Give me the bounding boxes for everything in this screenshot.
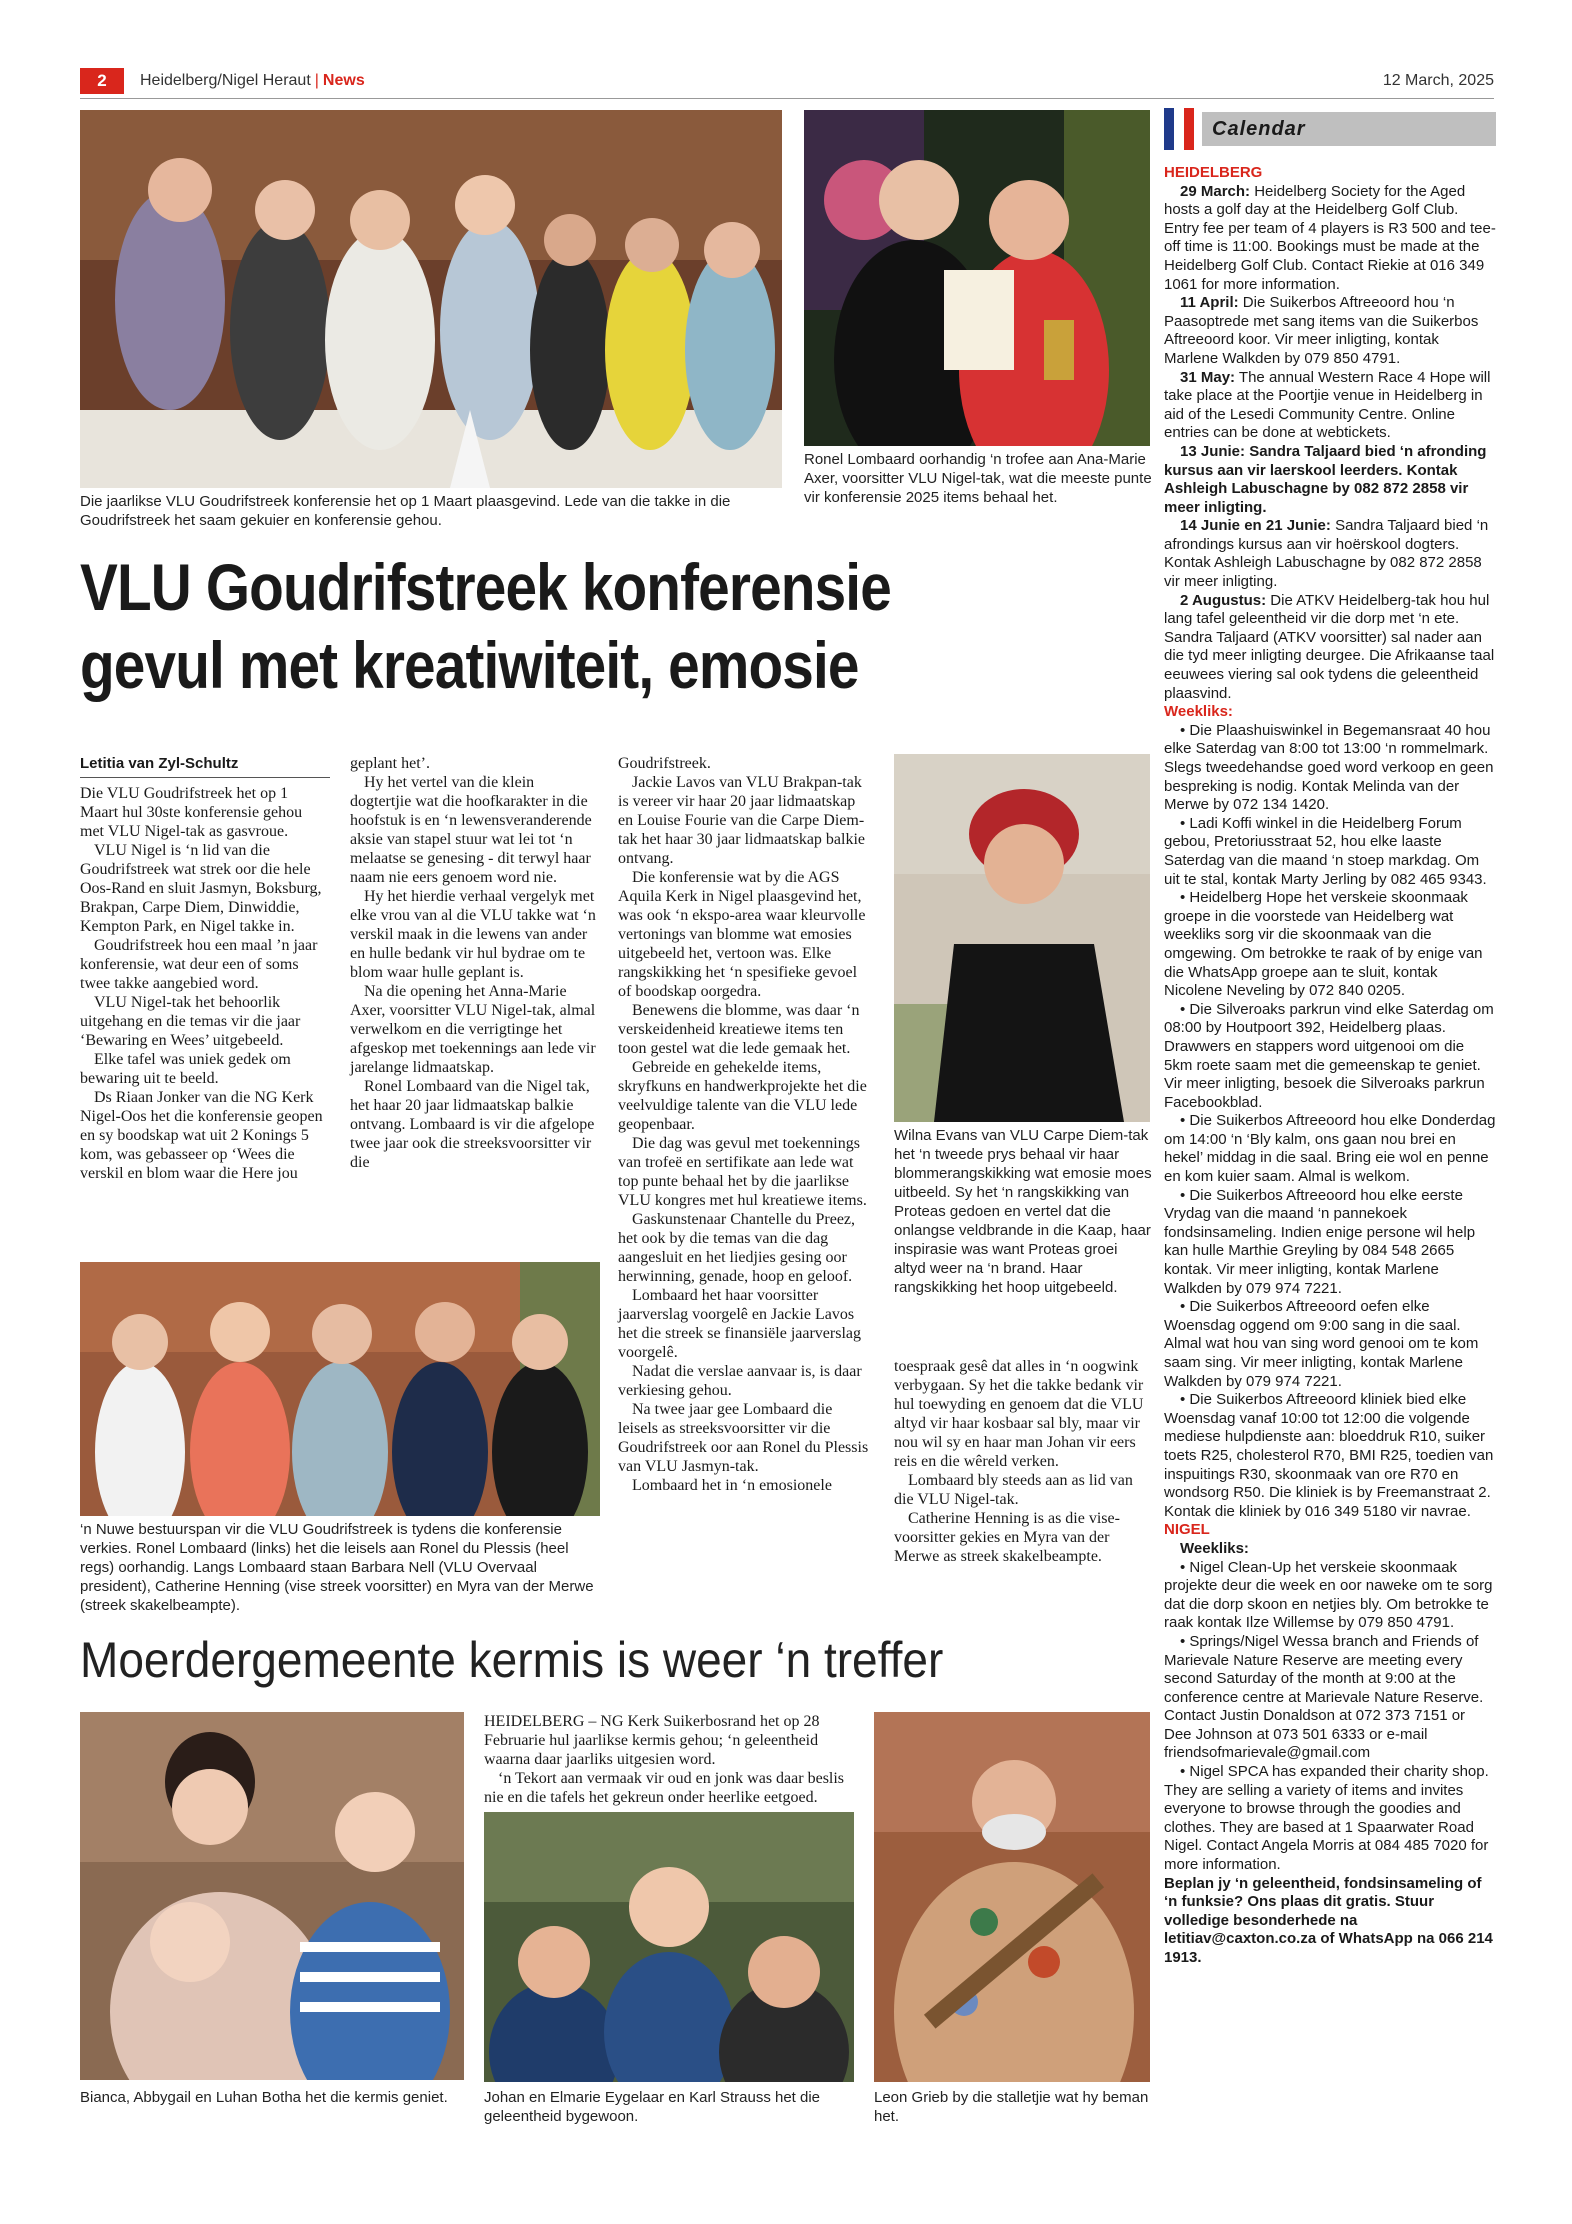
paragraph: Goudrifstreek. [618, 755, 711, 772]
botha-photo [80, 1712, 464, 2080]
paragraph: Ds Riaan Jonker van die NG Kerk Nigel-Oos het die konferensie geopen en sy boodskap wat uit 2 Konings 5 kom, was gebasseer op ‘Wees die verskil en blom waar die Here jou [80, 1089, 323, 1182]
article2-body [484, 1712, 854, 1807]
calendar-closing-note: Beplan jy ‘n geleentheid, fondsinsameling of ‘n funksie? Ons plaas dit gratis. Stuur volledige besonderhede na letitiav@caxton.co.za of WhatsApp na 066 214 1913. [1164, 1874, 1493, 1966]
wilna-photo [894, 754, 1150, 1122]
paragraph: Na twee jaar gee Lombaard die leisels as streeksvoorsitter vir die Goudrifstreek oor aan Ronel du Plessis van VLU Jasmyn-tak. [618, 1401, 869, 1475]
paragraph: Gebreide en gehekelde items, skryfkuns en handwerkprojekte het die veelvuldige talente van die VLU lede geopenbaar. [618, 1059, 867, 1133]
calendar-weekly-item: • Die Suikerbos Aftreeoord hou elke eerste Vrydag van die maand ‘n pannekoek fondsinsameling. Indien enige persone wil help kan hulle Marthie Greyling by 084 548 2665 kontak. Vir meer inligting, kontak Marlene Walkden by 079 974 7221. [1164, 1186, 1476, 1297]
calendar-listing [1164, 164, 1496, 1968]
calendar-weekly-heading: Weekliks: [1180, 1539, 1249, 1557]
paragraph: Na die opening het Anna-Marie Axer, voorsitter VLU Nigel-tak, almal verwelkom en die verrigtinge het afgeskop met toekennings aan lede vir jarelange lidmaatskap. [350, 983, 596, 1076]
grieb-photo-caption: Leon Grieb by die stalletjie wat hy beman het. [874, 2089, 1149, 2125]
calendar-item [1164, 369, 1496, 443]
calendar-weekly-item: • Die Suikerbos Aftreeoord hou elke Donderdag om 14:00 ‘n ‘Bly kalm, ons gaan nou brei en hekel’ middag in die saal. Bring eie wol en penne en kom kuier saam. Almal is welkom. [1164, 1112, 1496, 1186]
eygelaar-photo [484, 1812, 854, 2082]
calendar-weekly-item: • Ladi Koffi winkel in die Heidelberg Forum gebou, Pretoriusstraat 52, hou elke laaste Saterdag van die maand ‘n stoep markdag. Om uit te stal, kontak Marty Jerling by 082 465 9343. [1164, 814, 1487, 888]
paragraph: Elke tafel was uniek gedek om bewaring uit te beeld. [80, 1051, 291, 1087]
committee-photo-caption: ‘n Nuwe bestuurspan vir die VLU Goudrifstreek is tydens die konferensie verkies. Ronel Lombaard (links) het die leisels aan Ronel du Plessis (heel regs) oorhandig. Langs Lombaard staan Barbara Nell (VLU Overvaal president), Catherine Henning (vise streek voorsitter) en Myra van der Merwe (streek skakelbeampte). [80, 1521, 594, 1614]
calendar-flag-icon [1164, 108, 1194, 150]
paragraph: geplant het’. [350, 755, 430, 772]
paragraph: Lombaard het in ‘n emosionele [632, 1477, 832, 1494]
header-rule [80, 98, 1494, 99]
calendar-item-date: 11 April: [1180, 294, 1239, 312]
calendar-item-date: 31 May: [1180, 368, 1236, 386]
article-column-2 [350, 754, 598, 1172]
paragraph: Lombaard bly steeds aan as lid van die VLU Nigel-tak. [894, 1472, 1133, 1508]
calendar-item-date: 2 Augustus: [1180, 591, 1267, 609]
paragraph: ‘n Tekort aan vermaak vir oud en jonk was daar beslis nie en die tafels het gekreun onder heerlike eetgoed. [484, 1770, 845, 1806]
botha-photo-caption: Bianca, Abbygail en Luhan Botha het die kermis geniet. [80, 2089, 448, 2106]
paragraph: Die VLU Goudrifstreek het op 1 Maart hul 30ste konferensie gehou met VLU Nigel-tak as gasvroue. [80, 785, 303, 840]
calendar-item [1164, 517, 1496, 591]
calendar-item [1164, 183, 1496, 295]
calendar-item-date: 13 Junie: Sandra Taljaard bied ‘n afronding kursus aan vir laerskool leerders. Kontak Ashleigh Labuschagne by 082 872 2858 vir meer inligting. [1164, 442, 1487, 516]
calendar-weekly-item: • Nigel Clean-Up het verskeie skoonmaak projekte deur die week en oor naweke om te sorg dat die dorp skoon en netjies bly. Om betrokke te raak kontak Ilze Willemse by 079 850 4791. [1164, 1558, 1493, 1632]
calendar-weekly-heading: Weekliks: [1164, 703, 1233, 721]
calendar-item [1164, 294, 1496, 368]
paragraph: Jackie Lavos van VLU Brakpan-tak is vereer vir haar 20 jaar lidmaatskap en Louise Fourie van die Carpe Diem-tak het haar 30 jaar lidmaatskap balkie ontvang. [618, 774, 866, 867]
calendar-weekly-item: • Nigel SPCA has expanded their charity shop. They are selling a variety of items and invites everyone to browse through the goodies and clothes. They are based at 1 Spaarwater Road Nigel. Contact Angela Morris at 084 485 7020 for more information. [1164, 1763, 1489, 1874]
issue-date: 12 March, 2025 [1382, 72, 1494, 89]
calendar-weekly-item: • Die Suikerbos Aftreeoord oefen elke Woensdag oggend om 9:00 sang in die saal. Almal wat hou van sing word genooi om te kom saam sing. Vir meer inligting, kontak Marlene Walkden by 079 974 7221. [1164, 1298, 1479, 1390]
trophy-photo-caption: Ronel Lombaard oorhandig ‘n trofee aan Ana-Marie Axer, voorsitter VLU Nigel-tak, wat die meeste punte vir konferensie 2025 items behaal het. [804, 451, 1152, 506]
publication-line [140, 68, 365, 94]
headline-line-1: VLU Goudrifstreek konferensie [80, 550, 891, 624]
paragraph: Die konferensie wat by die AGS Aquila Kerk in Nigel plaasgevind het, was ook ‘n ekspo-area waar kleurvolle vertonings van blomme wat emosies uitgebeeld het, vertoon was. Elke rangskikking het ‘n spesifieke gevoel of boodskap oorgedra. [618, 869, 866, 1000]
paragraph: HEIDELBERG – NG Kerk Suikerbosrand het op 28 Februarie hul jaarlikse kermis gehou; ‘n geleentheid waarna daar jaarliks uitgesien word. [484, 1713, 820, 1768]
article-headline [80, 548, 974, 704]
section-name: News [322, 72, 365, 89]
article-column-3 [618, 754, 874, 1495]
paragraph: Ronel Lombaard van die Nigel tak, het haar 20 jaar lidmaatskap balkie ontvang. Lombaard is vir die afgelope twee jaar ook die streeksvoorsitter vir die [350, 1078, 595, 1171]
calendar-weekly-item: • Heidelberg Hope het verskeie skoonmaak groepe in die voorstede van Heidelberg wat weekliks sorg vir die skoonmaak van die omgewing. Om betrokke te raak of by enige van die WhatsApp groepe aan te sluit, kontak Nicolene Neveling by 072 840 0205. [1164, 889, 1483, 1000]
paragraph: Hy het vertel van die klein dogtertjie wat die hoofkarakter in die hoofstuk is en ‘n lewensveranderende aksie van stapel stuur wat lei tot ‘n melaatse se genesing - dit terwyl haar naam nie eers genoem word nie. [350, 774, 592, 886]
page-number: 2 [80, 68, 124, 94]
paragraph: Lombaard het haar voorsitter jaarverslag voorgelê en Jackie Lavos het die streek se finansiële jaarverslag voorgelê. [618, 1287, 861, 1361]
calendar-weekly-item: • Die Silveroaks parkrun vind elke Saterdag om 08:00 by Houtpoort 392, Heidelberg plaas. Drawwers en stappers word uitgenooi om die 5km roete saam met die gemeenskap te geniet. Vir meer inligting, besoek die Silveroaks parkrun Facebookblad. [1164, 1000, 1494, 1111]
calendar-item-text: Heidelberg Society for the Aged hosts a golf day at the Heidelberg Golf Club. Entry fee per team of 4 players is R3 500 and tee-off time is 11:00. Bookings must be made at the Heidelberg Golf Club. Contact Riekie at 016 349 1061 for more information. [1164, 182, 1496, 293]
article-column-1 [80, 784, 330, 1183]
paragraph: Die dag was gevul met toekennings van trofeë en sertifikate aan lede wat top punte behaal het by die jaarlikse VLU kongres met hul kreatiewe items. [618, 1135, 867, 1209]
calendar-item-text: Sandra Taljaard bied ‘n afrondings kursus aan vir hoërskool dogters. Kontak Ashleigh Labuschagne by 082 872 2858 vir meer inligting. [1164, 517, 1489, 591]
paragraph: toespraak gesê dat alles in ‘n oogwink verbygaan. Sy het die takke bedank vir hul toewyding en genoem dat die VLU altyd vir haar kosbaar sal bly, maar vir nou wil sy en haar man Johan vir eers reis en die wêreld verken. [894, 1358, 1144, 1470]
group-photo-caption: Die jaarlikse VLU Goudrifstreek konferensie het op 1 Maart plaasgevind. Lede van die takke in die Goudrifstreek het saam gekuier en konferensie gehou. [80, 493, 731, 529]
paragraph: Gaskunstenaar Chantelle du Preez, het ook by die temas van die dag aangesluit en het liedjies gesing oor herwinning, genade, hoop en geloof. [618, 1211, 856, 1285]
calendar-title: Calendar [1202, 112, 1496, 146]
headline-line-2: gevul met kreatiwiteit, emosie [80, 628, 859, 702]
paragraph: Nadat die verslae aanvaar is, is daar verkiesing gehou. [618, 1363, 862, 1399]
separator: | [314, 72, 319, 89]
calendar-item [1164, 443, 1496, 517]
paragraph: VLU Nigel is ‘n lid van die Goudrifstreek wat strek oor die hele Oos-Rand en sluit Jasmyn, Boksburg, Brakpan, Carpe Diem, Dinwiddie, Kempton Park, en Nigel takke in. [80, 842, 322, 935]
calendar-item-date: 29 March: [1180, 182, 1251, 200]
wilna-photo-caption: Wilna Evans van VLU Carpe Diem-tak het ‘n tweede prys behaal vir haar blommerangskikking wat emosie moes uitbeeld. Sy het ‘n rangskikking van Proteas gedoen en vertel dat die onlangse veldbrande in die Kaap, haar inspirasie was want Proteas groei altyd weer na ‘n brand. Haar rangskikking het hoop uitgebeeld. [894, 1127, 1152, 1296]
paragraph: Hy het hierdie verhaal vergelyk met elke vrou van al die VLU takke wat ‘n verskil maak in die lewens van ander en hulle bedank vir hul bydrae om te blom waar hulle geplant is. [350, 888, 596, 981]
article2-headline: Moerdergemeente kermis is weer ‘n treffer [80, 1632, 944, 1688]
calendar-item-text: Die ATKV Heidelberg-tak hou hul lang tafel geleentheid vir die dorp met ‘n ete. Sandra Taljaard (ATKV voorsitter) sal nader aan die tyd meer inligting deurgee. Die Afrikaanse taal eeuwees viering sal ook tydens die geleentheid plaasvind. [1164, 591, 1495, 702]
eygelaar-photo-caption: Johan en Elmarie Eygelaar en Karl Strauss het die geleentheid bygewoon. [484, 2089, 821, 2125]
committee-photo [80, 1262, 600, 1516]
publication-name: Heidelberg/Nigel Heraut [140, 72, 311, 89]
paragraph: VLU Nigel-tak het behoorlik uitgehang en die temas vir die jaar ‘Bewaring en Wees’ uitgebeeld. [80, 994, 301, 1049]
grieb-photo [874, 1712, 1150, 2082]
trophy-photo [804, 110, 1150, 446]
paragraph: Catherine Henning is as die vise-voorsitter gekies en Myra van der Merwe as streek skakelbeampte. [894, 1510, 1120, 1565]
calendar-heading-heidelberg: HEIDELBERG [1164, 164, 1263, 181]
calendar-item-text: The annual Western Race 4 Hope will take place at the Poortjie venue in Heidelberg in aid of the Lesedi Community Centre. Online entries can be done at webtickets. [1164, 368, 1491, 442]
calendar-heading-nigel: NIGEL [1164, 1521, 1210, 1539]
article-column-4 [894, 1357, 1152, 1566]
calendar-item [1164, 592, 1496, 704]
calendar-weekly-item: • Springs/Nigel Wessa branch and Friends of Marievale Nature Reserve are meeting every second Saturday of the month at 9:00 at the conference centre at Marievale Nature Reserve. Contact Justin Donaldson at 072 373 7151 or Dee Johnson at 073 501 6333 or e-mail friendsofmarievale@gmail.com [1164, 1632, 1484, 1762]
calendar-weekly-item: • Die Suikerbos Aftreeoord kliniek bied elke Woensdag vanaf 10:00 tot 12:00 die volgende mediese hulpdienste aan: bloeddruk R10, suiker toets R25, cholesterol R70, BMI R25, toedien van inspuitings R30, skoonmaak van ore R70 en wondsorg R50. Die kliniek is by Freemanstraat 2. Kontak die kliniek by 016 349 5180 vir navrae. [1164, 1391, 1494, 1520]
calendar-item-date: 14 Junie en 21 Junie: [1180, 517, 1331, 535]
group-photo [80, 110, 782, 488]
calendar-item-text: Die Suikerbos Aftreeoord hou ‘n Paasoptrede met sang items van die Suikerbos Aftreeoord koor. Vir meer inligting, kontak Marlene Walkden by 079 850 4791. [1164, 294, 1479, 367]
paragraph: Benewens die blomme, was daar ‘n verskeidenheid kreatiewe items ten toon gestel wat die lede gemaak het. [618, 1002, 860, 1057]
paragraph: Goudrifstreek hou een maal ’n jaar konferensie, wat deur een of soms twee takke aangebied word. [80, 937, 318, 992]
byline: Letitia van Zyl-Schultz [80, 754, 330, 778]
calendar-weekly-item: • Die Plaashuiswinkel in Begemansraat 40 hou elke Saterdag van 8:00 tot 13:00 ‘n rommelmark. Slegs tweedehandse goed word verkoop en geen bespreking is nodig. Kontak Melinda van der Merwe by 072 134 1420. [1164, 721, 1494, 814]
